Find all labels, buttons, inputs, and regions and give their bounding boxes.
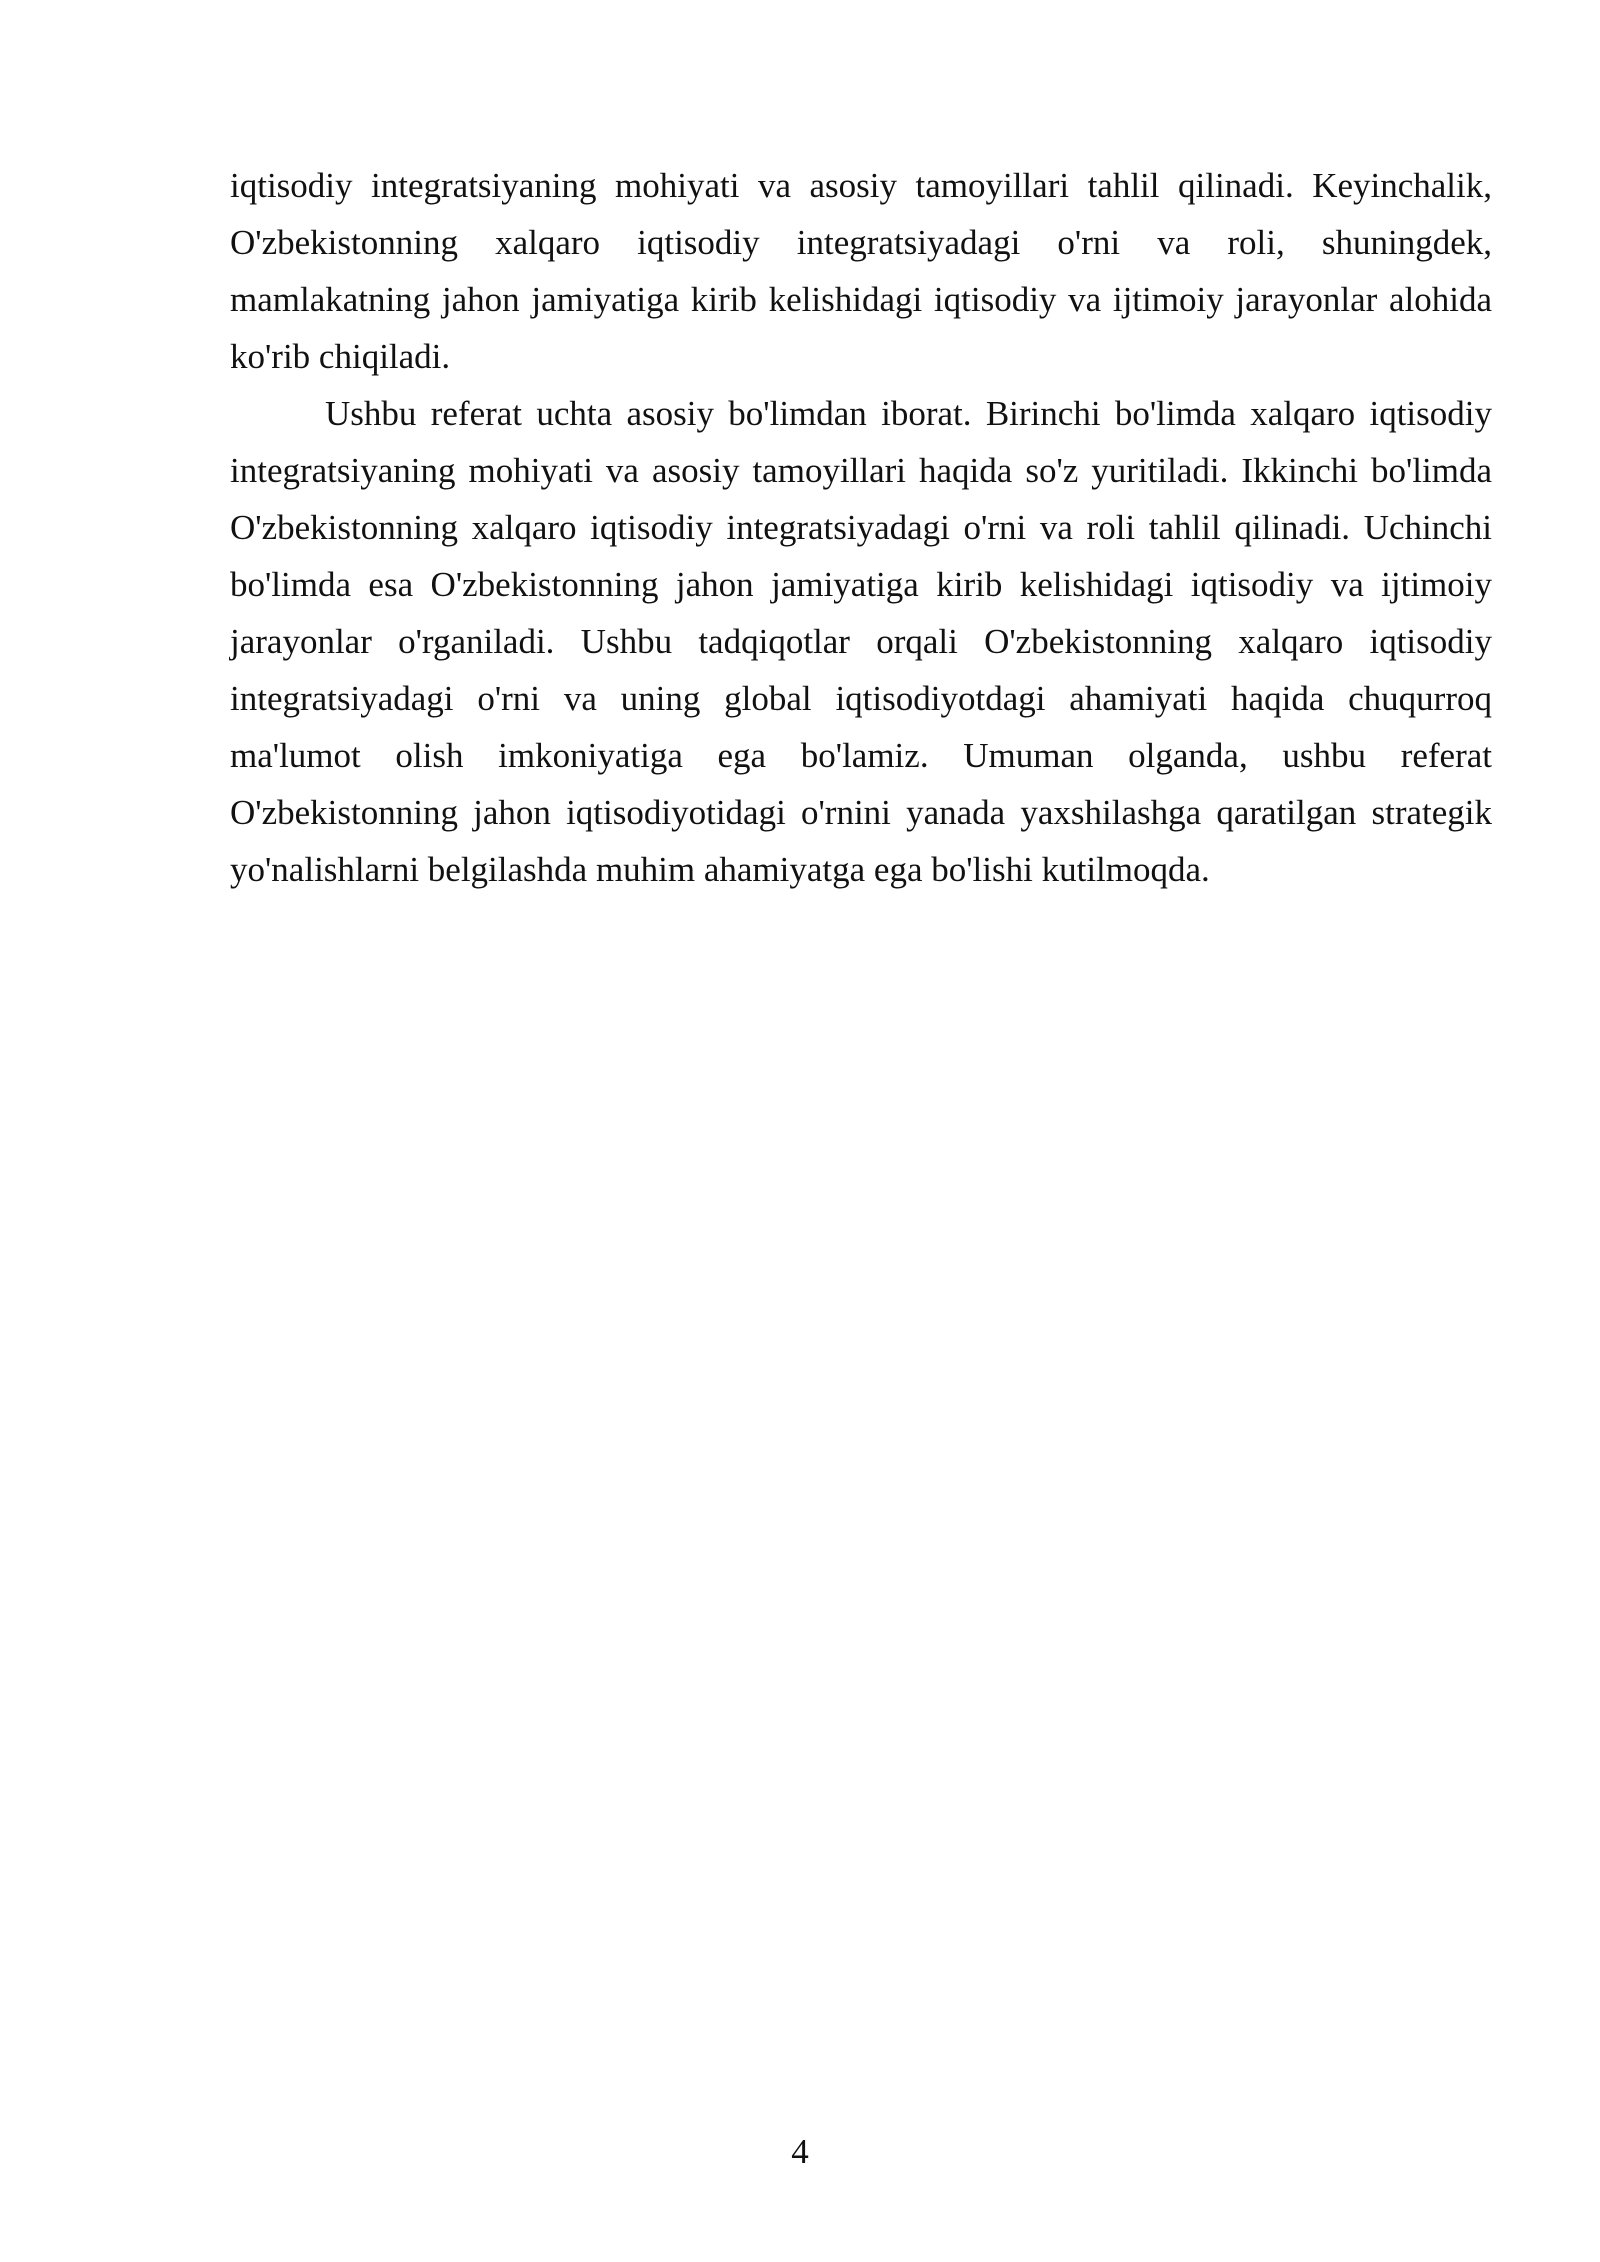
body-text [230,157,1492,898]
paragraph-structure-overview: Ushbu referat uchta asosiy bo'limdan iborat. Birinchi bo'limda xalqaro iqtisodiy integratsiyaning mohiyati va asosiy tamoyillari haqida so'z yuritiladi. Ikkinchi bo'limda O'zbekistonning xalqaro iqtisodiy integratsiyadagi o'rni va roli tahlil qilinadi. Uchinchi bo'limda esa O'zbekistonning jahon jamiyatiga kirib kelishidagi iqtisodiy va ijtimoiy jarayonlar o'rganiladi. Ushbu tadqiqotlar orqali O'zbekistonning xalqaro iqtisodiy integratsiyadagi o'rni va uning global iqtisodiyotdagi ahamiyati haqida chuqurroq ma'lumot olish imkoniyatiga ega bo'lamiz. Umuman olganda, ushbu referat O'zbekistonning jahon iqtisodiyotidagi o'rnini yanada yaxshilashga qaratilgan strategik yo'nalishlarni belgilashda muhim ahamiyatga ega bo'lishi kutilmoqda. [230,394,1492,889]
page-number: 4 [791,2132,809,2171]
paragraph-continued: iqtisodiy integratsiyaning mohiyati va asosiy tamoyillari tahlil qilinadi. Keyinchalik, O'zbekistonning xalqaro iqtisodiy integratsiyadagi o'rni va roli, shuningdek, mamlakatning jahon jamiyatiga kirib kelishidagi iqtisodiy va ijtimoiy jarayonlar alohida ko'rib chiqiladi. [230,166,1492,376]
